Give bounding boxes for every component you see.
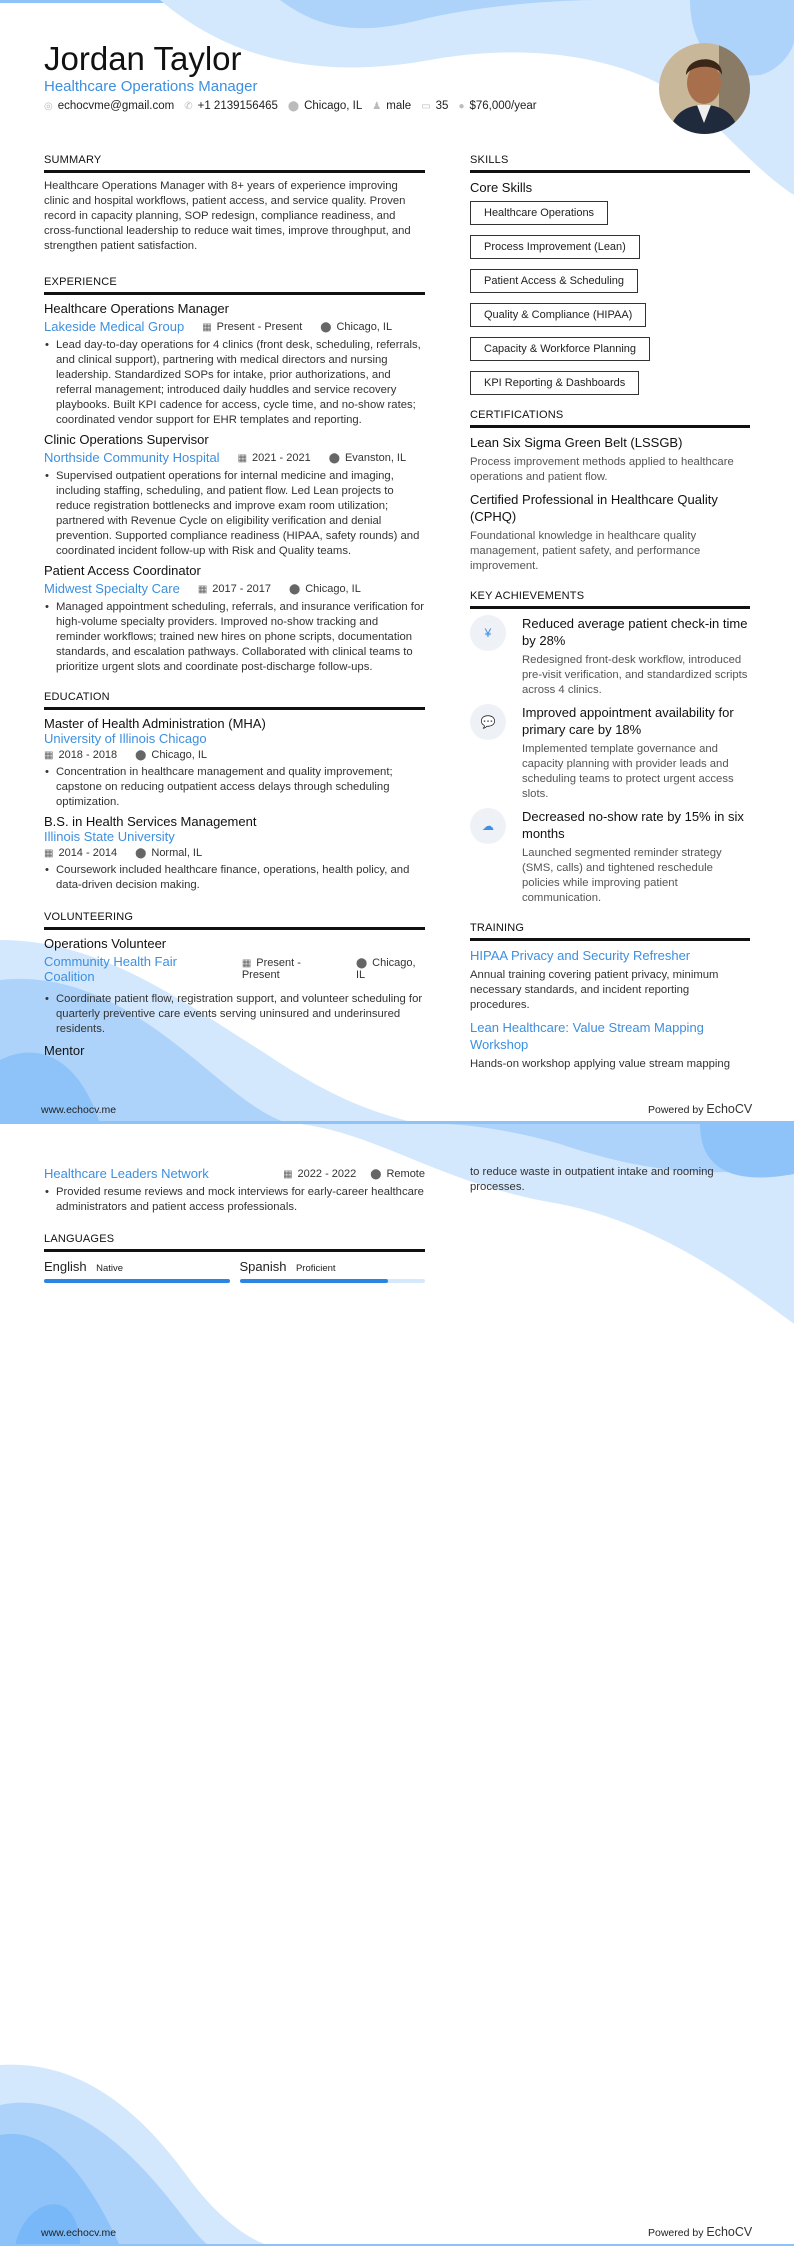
- language-level-fill: [44, 1279, 230, 1283]
- contact-age: ▭ 35: [421, 100, 449, 112]
- calendar-icon: ▭: [421, 101, 431, 112]
- training-desc: Hands-on workshop applying value stream mapping: [470, 1058, 730, 1070]
- volunteer-bullet: • Coordinate patient flow, registration support, and volunteer scheduling for quarterly preventive care events serving uninsured and underinsured residents.: [44, 992, 425, 1037]
- school-name: University of Illinois Chicago: [44, 731, 207, 746]
- languages-heading: LANGUAGES: [44, 1233, 425, 1252]
- skill-tags: [470, 201, 750, 405]
- language-level-fill: [240, 1279, 388, 1283]
- location-pin-icon: ⬤: [320, 321, 332, 333]
- experience-item: [44, 432, 425, 559]
- degree: B.S. in Health Services Management: [44, 814, 257, 829]
- skill-tag: Quality & Compliance (HIPAA): [470, 303, 646, 327]
- skills-heading: SKILLS: [470, 154, 750, 173]
- experience-item: [44, 563, 425, 675]
- education-bullet: • Concentration in healthcare management and quality improvement; capstone on reducing outpatient access delays through scheduling optimization.: [44, 765, 425, 810]
- language-level-bar: [240, 1279, 426, 1283]
- left-column: [44, 140, 425, 1058]
- certification-title: Certified Professional in Healthcare Quality (CPHQ): [470, 492, 718, 524]
- certification-title: Lean Six Sigma Green Belt (LSSGB): [470, 435, 683, 450]
- calendar-icon: ▦: [44, 750, 54, 761]
- job-location: Evanston, IL: [344, 451, 407, 464]
- candidate-name: Jordan Taylor: [44, 40, 242, 77]
- location-pin-icon: ⬤: [135, 750, 147, 761]
- location-pin-icon: ⬤: [370, 1168, 382, 1180]
- footer-powered-by[interactable]: Powered by EchoCV: [648, 2225, 753, 2239]
- training-desc-continued: to reduce waste in outpatient intake and rooming processes.: [470, 1166, 714, 1193]
- volunteering-item: Operations Volunteer Community Health Fair Coalition ▦ Present - Present ⬤ Chicago, IL • Coordinate patient flow, registration support, and volunteer scheduling for quarterly preventive care events serving uninsured and underinsured residents.: [44, 936, 425, 1037]
- language-item: Spanish Proficient: [240, 1258, 426, 1283]
- contact-location: ⬤ Chicago, IL: [287, 100, 363, 112]
- degree: Master of Health Administration (MHA): [44, 716, 266, 731]
- volunteer-bullet: • Provided resume reviews and mock interviews for early-career healthcare administrators and patient access professionals.: [44, 1185, 425, 1215]
- skill-tag: Healthcare Operations: [470, 201, 608, 225]
- job-bullet: • Managed appointment scheduling, referrals, and insurance verification for high-volume specialty providers. Improved no-show tracking and reminder workflows; trained new hires on phone scripts, documentation standards, and escalation pathways. Collaborated with clinical teams to prioritize urgent slots and coordinate post-discharge follow-ups.: [44, 600, 425, 675]
- language-item: English Native: [44, 1258, 230, 1283]
- left-column-page2: Healthcare Leaders Network ▦ 2022 - 2022 ⬤ Remote • Provided resume reviews and mock interviews for early-career healthcare administrators and patient access professionals. LANGUAGES English Native Spanish Proficient: [44, 1163, 425, 1283]
- contact-phone[interactable]: ✆ +1 2139156465: [184, 100, 278, 112]
- skill-tag: KPI Reporting & Dashboards: [470, 371, 639, 395]
- candidate-title: Healthcare Operations Manager: [44, 78, 258, 95]
- school-name: Illinois State University: [44, 829, 175, 844]
- job-dates: 2021 - 2021: [252, 451, 311, 464]
- at-icon: ◎: [44, 101, 53, 112]
- job-bullet: • Supervised outpatient operations for internal medicine and imaging, including staffing, scheduling, and patient flow. Led Lean projects to reduce registration bottlenecks and improve exam room utilization; partnered with Revenue Cycle on eligibility verification and denial prevention. Supported compliance readiness (HIPAA, safety rounds) and coordinated incident follow-up with Risk and Quality teams.: [44, 469, 425, 559]
- achievement-item: 💬 Improved appointment availability for primary care by 18% Implemented template governance and capacity planning with provider leads and scheduling teams to protect urgent access slots.: [470, 704, 750, 802]
- skill-tag: Patient Access & Scheduling: [470, 269, 638, 293]
- contact-salary: ● $76,000/year: [458, 100, 537, 112]
- calendar-icon: ▦: [241, 958, 252, 969]
- right-column-page2: [470, 1165, 750, 1195]
- achievement-item: ☁ Decreased no-show rate by 15% in six months Launched segmented reminder strategy (SMS, calls) and tightened reschedule policies while improving patient communication.: [470, 808, 750, 906]
- organization-name: Community Health Fair Coalition: [44, 954, 177, 984]
- training-heading: TRAINING: [470, 922, 750, 941]
- training-title: HIPAA Privacy and Security Refresher: [470, 948, 691, 963]
- footer-site-link[interactable]: www.echocv.me: [41, 1104, 117, 1116]
- calendar-icon: ▦: [197, 583, 208, 595]
- experience-heading: EXPERIENCE: [44, 276, 425, 295]
- job-location: Chicago, IL: [305, 582, 361, 595]
- calendar-icon: ▦: [44, 848, 54, 859]
- contact-info: [44, 100, 537, 112]
- job-dates: 2017 - 2017: [212, 582, 271, 595]
- training-desc: Annual training covering patient privacy, minimum necessary standards, and incident reporting procedures.: [470, 969, 719, 1011]
- company-name: Midwest Specialty Care: [44, 581, 180, 596]
- location-pin-icon: ⬤: [328, 452, 340, 464]
- location-pin-icon: ⬤: [289, 583, 301, 595]
- skill-tag: Process Improvement (Lean): [470, 235, 640, 259]
- profile-photo: [659, 43, 750, 134]
- company-name: Northside Community Hospital: [44, 450, 220, 465]
- calendar-icon: ▦: [237, 452, 248, 464]
- job-title: Patient Access Coordinator: [44, 563, 201, 578]
- experience-item: [44, 301, 425, 428]
- location-icon: ⬤: [287, 101, 300, 112]
- achievements-heading: KEY ACHIEVEMENTS: [470, 590, 750, 609]
- footer-powered-by[interactable]: Powered by EchoCV: [648, 1102, 753, 1116]
- certifications-heading: CERTIFICATIONS: [470, 409, 750, 428]
- skill-tag: Capacity & Workforce Planning: [470, 337, 650, 361]
- job-bullet: • Lead day-to-day operations for 4 clinics (front desk, scheduling, referrals, and clinical support), partnering with medical directors and nursing leadership. Standardized SOPs for intake, prior authorizations, and referral management; introduced daily huddles and service recovery playbooks. Built KPI cadence for access, cycle time, and no-show rates; coordinated vendor support for EHR templates and reporting.: [44, 338, 425, 428]
- certification-desc: Foundational knowledge in healthcare quality management, patient safety, and performance improvement.: [470, 530, 701, 572]
- calendar-icon: ▦: [283, 1168, 293, 1180]
- education-item: B.S. in Health Services Management Illinois State University ▦ 2014 - 2014 ⬤ Normal, IL • Coursework included healthcare finance, operations, health policy, and data-driven decision making.: [44, 814, 425, 893]
- yen-icon: ¥: [470, 615, 506, 651]
- certification-desc: Process improvement methods applied to healthcare operations and patient flow.: [470, 456, 734, 483]
- training-title: Lean Healthcare: Value Stream Mapping Workshop: [470, 1020, 704, 1052]
- money-icon: ●: [458, 101, 465, 112]
- page2-bottom-wave-decoration: [0, 2060, 794, 2246]
- footer-site-link[interactable]: www.echocv.me: [41, 2227, 117, 2239]
- job-title: Healthcare Operations Manager: [44, 301, 229, 316]
- location-pin-icon: ⬤: [355, 958, 368, 969]
- phone-icon: ✆: [184, 101, 193, 112]
- achievement-item: ¥ Reduced average patient check-in time by 28% Redesigned front-desk workflow, introduced pre-visit verification, and standardized scripts across 4 clinics.: [470, 615, 750, 698]
- summary-text: Healthcare Operations Manager with 8+ years of experience improving clinic and hospital workflows, patient access, and service quality. Proven record in capacity planning, SOP redesign, compliance readiness, and cross-functional leadership to reduce wait times, improve throughput, and strengthen patient satisfaction.: [44, 180, 411, 252]
- right-column: [470, 140, 750, 1072]
- company-name: Lakeside Medical Group: [44, 319, 185, 334]
- volunteer-title: Mentor: [44, 1043, 85, 1058]
- education-bullet: • Coursework included healthcare finance, operations, health policy, and data-driven decision making.: [44, 863, 425, 893]
- person-icon: ♟: [372, 101, 382, 112]
- job-title: Clinic Operations Supervisor: [44, 432, 209, 447]
- location-pin-icon: ⬤: [135, 848, 147, 859]
- skills-group-title: Core Skills: [470, 180, 533, 195]
- language-level-bar: [44, 1279, 230, 1283]
- education-item: Master of Health Administration (MHA) University of Illinois Chicago ▦ 2018 - 2018 ⬤ Chicago, IL • Concentration in healthcare management and quality improvement; capstone on reducing outpatient access delays through scheduling optimization.: [44, 716, 425, 810]
- summary-heading: SUMMARY: [44, 154, 425, 173]
- calendar-icon: ▦: [202, 321, 212, 333]
- chat-icon: 💬: [470, 704, 506, 740]
- organization-name: Healthcare Leaders Network: [44, 1166, 209, 1181]
- languages-list: [44, 1258, 425, 1283]
- cloud-icon: ☁: [470, 808, 506, 844]
- contact-email[interactable]: ◎ echocvme@gmail.com: [44, 100, 175, 112]
- education-heading: EDUCATION: [44, 691, 425, 710]
- volunteer-title: Operations Volunteer: [44, 936, 167, 951]
- contact-gender: ♟ male: [372, 100, 412, 112]
- volunteering-heading: VOLUNTEERING: [44, 911, 425, 930]
- job-dates: Present - Present: [216, 320, 303, 333]
- job-location: Chicago, IL: [336, 320, 393, 333]
